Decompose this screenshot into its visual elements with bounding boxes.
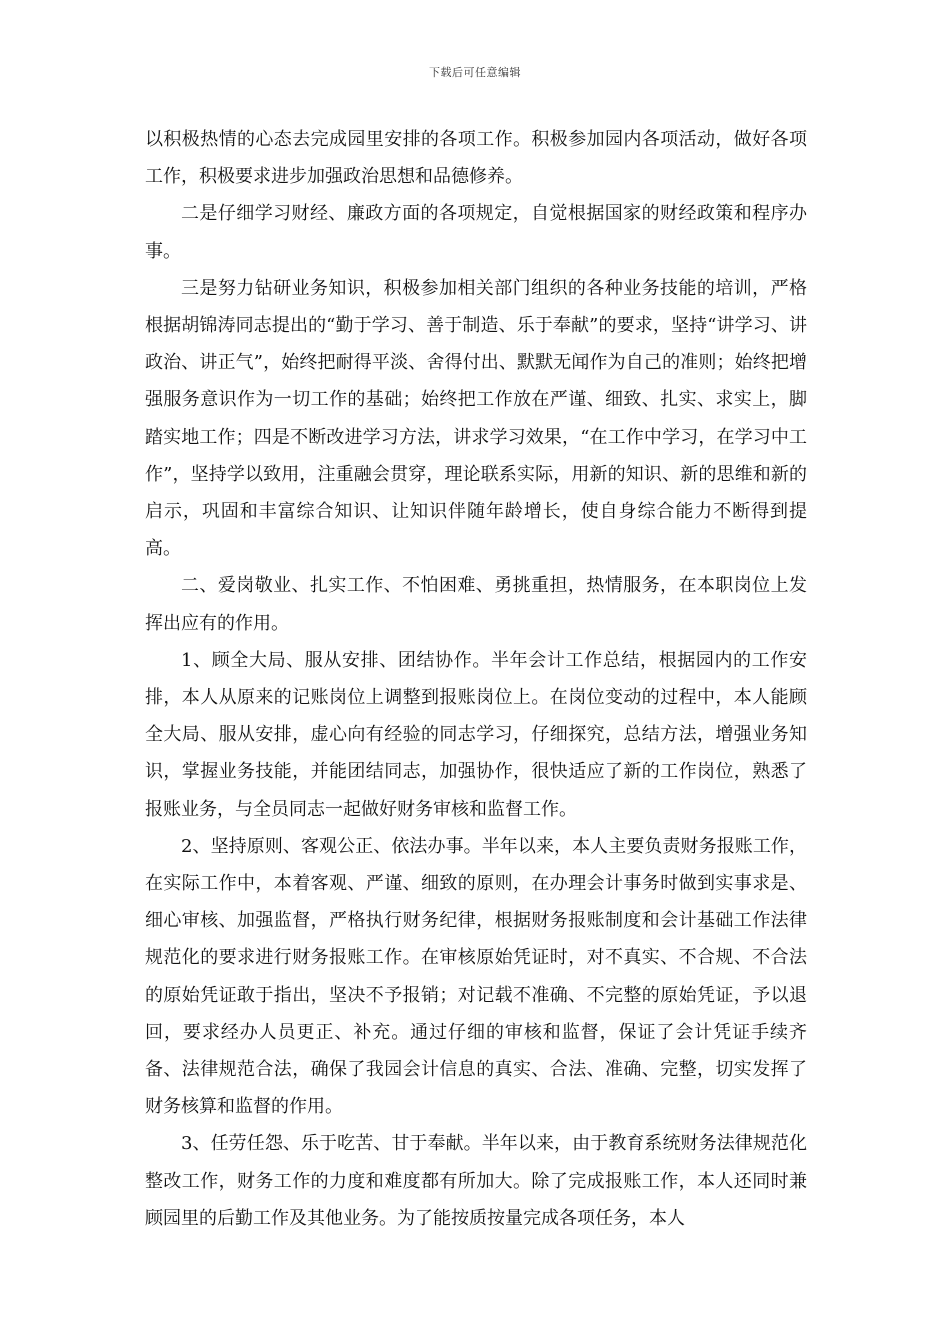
- paragraph-continuation: 以积极热情的心态去完成园里安排的各项工作。积极参加园内各项活动，做好各项工作，积极要求进步加强政治思想和品德修养。: [145, 129, 807, 188]
- paragraph-item-1: 1、顾全大局、服从安排、团结协作。半年会计工作总结，根据园内的工作安排，本人从原来的记账岗位上调整到报账岗位上。在岗位变动的过程中，本人能顾全大局、服从安排，虚心向有经验的同志学习，仔细探究，总结方法，增强业务知识，掌握业务技能，并能团结同志，加强协作，很快适应了新的工作岗位，熟悉了报账业务，与全员同志一起做好财务审核和监督工作。: [145, 649, 807, 820]
- page-header: 下载后可任意编辑: [429, 66, 521, 79]
- paragraph-study-knowledge: 三是努力钻研业务知识，积极参加相关部门组织的各种业务技能的培训，严格根据胡锦涛同志提出的“勤于学习、善于制造、乐于奉献”的要求，坚持“讲学习、讲政治、讲正气”，始终把耐得平淡、舍得付出、默默无闻作为自己的准则；始终把增强服务意识作为一切工作的基础；始终把工作放在严谨、细致、扎实、求实上，脚踏实地工作；四是不断改进学习方法，讲求学习效果，“在工作中学习，在学习中工作”，坚持学以致用，注重融会贯穿，理论联系实际，用新的知识、新的思维和新的启示，巩固和丰富综合知识、让知识伴随年龄增长，使自身综合能力不断得到提高。: [145, 277, 807, 560]
- paragraph-finance-rules: 二是仔细学习财经、廉政方面的各项规定，自觉根据国家的财经政策和程序办事。: [145, 203, 807, 262]
- paragraph-item-2: 2、坚持原则、客观公正、依法办事。半年以来，本人主要负责财务报账工作，在实际工作中，本着客观、严谨、细致的原则，在办理会计事务时做到实事求是、细心审核、加强监督，严格执行财务纪律，根据财务报账制度和会计基础工作法律规范化的要求进行财务报账工作。在审核原始凭证时，对不真实、不合规、不合法的原始凭证敢于指出，坚决不予报销；对记载不准确、不完整的原始凭证，予以退回，要求经办人员更正、补充。通过仔细的审核和监督，保证了会计凭证手续齐备、法律规范合法，确保了我园会计信息的真实、合法、准确、完整，切实发挥了财务核算和监督的作用。: [145, 835, 807, 1118]
- document-body: [145, 121, 807, 1237]
- paragraph-item-3: 3、任劳任怨、乐于吃苦、甘于奉献。半年以来，由于教育系统财务法律规范化整改工作，财务工作的力度和难度都有所加大。除了完成报账工作，本人还同时兼顾园里的后勤工作及其他业务。为了能按质按量完成各项任务，本人: [145, 1133, 807, 1229]
- paragraph-section-two-heading: 二、爱岗敬业、扎实工作、不怕困难、勇挑重担，热情服务，在本职岗位上发挥出应有的作用。: [145, 575, 807, 634]
